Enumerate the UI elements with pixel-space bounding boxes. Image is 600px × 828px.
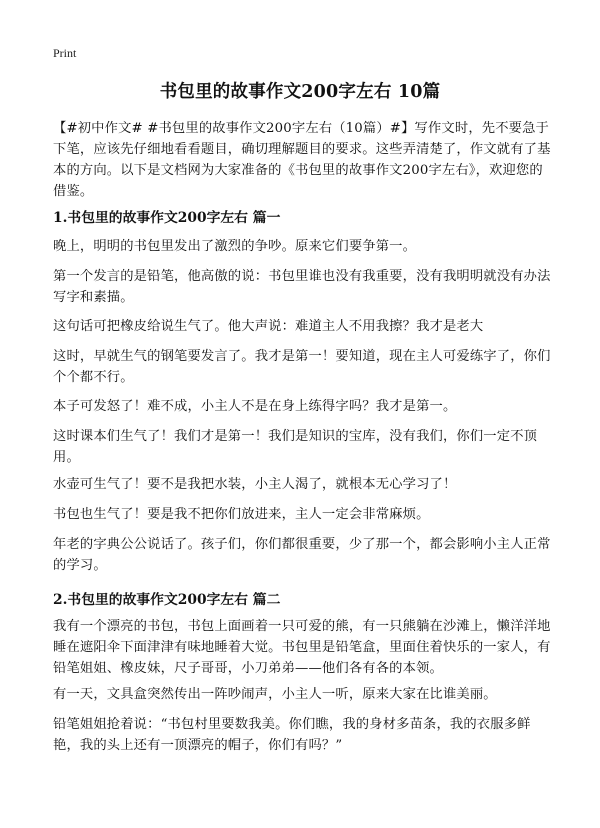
paragraph: 这时课本们生气了！我们才是第一！我们是知识的宝库，没有我们，你们一定不顶用。 — [53, 429, 538, 465]
paragraph: 我有一个漂亮的书包，书包上面画着一只可爱的熊，有一只熊躺在沙滩上，懒洋洋地睡在遮阳伞下面津津有味地睡着大觉。书包里是铅笔盒，里面住着快乐的一家人，有铅笔姐姐、橡皮妹，尺子哥哥，小刀弟弟——他们各有各的本领。 — [53, 619, 551, 676]
paragraph: 年老的字典公公说话了。孩子们，你们都很重要，少了那一个，都会影响小主人正常的学习。 — [53, 537, 551, 573]
print-link[interactable]: Print — [53, 46, 77, 60]
section-heading: 1.书包里的故事作文200字左右 篇一 — [53, 210, 281, 226]
paragraph: 本子可发怒了！难不成，小主人不是在身上练得字吗？我才是第一。 — [53, 399, 457, 414]
paragraph: 水壶可生气了！要不是我把水装，小主人渴了，就根本无心学习了！ — [53, 477, 457, 492]
paragraph: 这句话可把橡皮给说生气了。他大声说：难道主人不用我擦？我才是老大 — [53, 319, 484, 334]
document-title: 书包里的故事作文200字左右 10篇 — [159, 82, 441, 102]
paragraph: 晚上，明明的书包里发出了激烈的争吵。原来它们要争第一。 — [53, 239, 417, 254]
section-heading: 2.书包里的故事作文200字左右 篇二 — [53, 592, 281, 608]
intro-paragraph: 【#初中作文# #书包里的故事作文200字左右（10篇）#】写作文时，先不要急于下笔，应该先仔细地看看题目，确切理解题目的要求。这些弄清楚了，作文就有了基本的方向。以下是文档网为大家准备的《书包里的故事作文200字左右》，欢迎您的借鉴。 — [53, 121, 551, 199]
paragraph: 书包也生气了！要是我不把你们放进来，主人一定会非常麻烦。 — [53, 507, 430, 522]
paragraph: 这时，早就生气的钢笔要发言了。我才是第一！要知道，现在主人可爱练字了，你们个个都不行。 — [53, 349, 551, 385]
paragraph: 铅笔姐姐抢着说：“书包村里要数我美。你们瞧，我的身材多苗条，我的衣服多鲜艳，我的头上还有一顶漂亮的帽子，你们有吗？” — [53, 717, 531, 753]
paragraph: 第一个发言的是铅笔，他高傲的说：书包里谁也没有我重要，没有我明明就没有办法写字和素描。 — [53, 269, 551, 305]
paragraph: 有一天，文具盒突然传出一阵吵闹声，小主人一听，原来大家在比谁美丽。 — [53, 687, 497, 702]
